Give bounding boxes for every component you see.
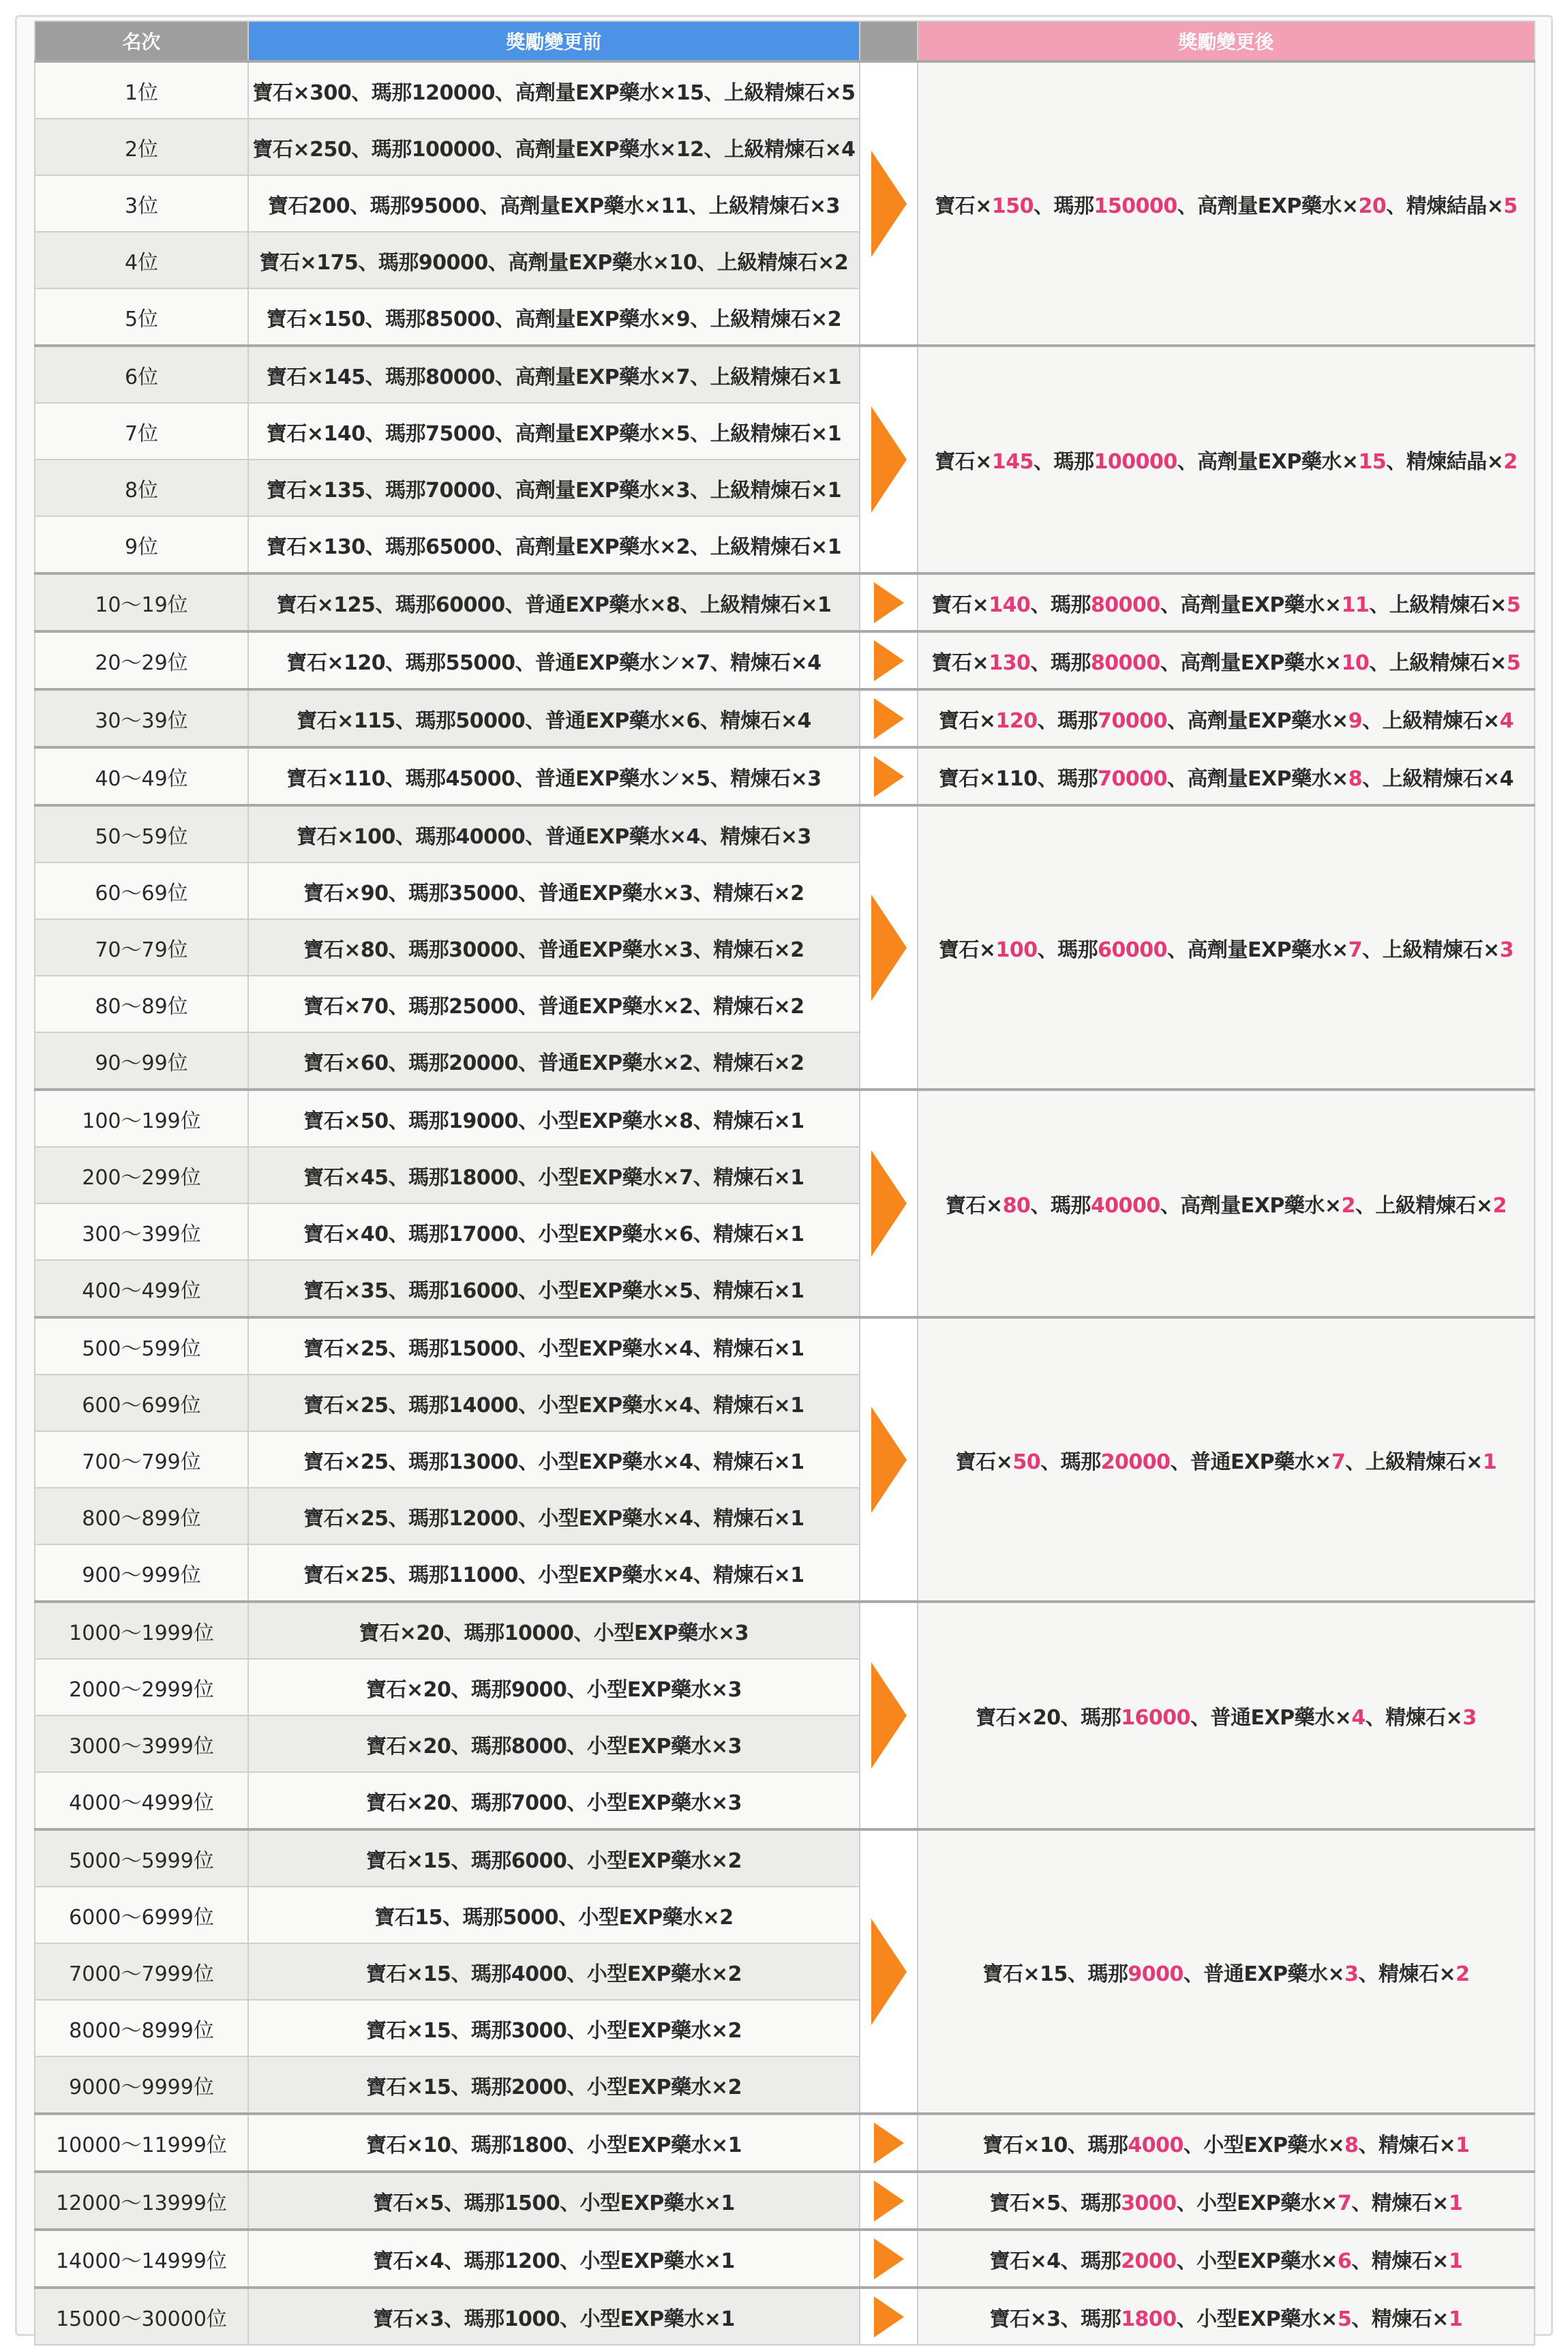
reward-text: 、瑪那 xyxy=(1030,650,1091,675)
reward-before-cell: 寶石×135、瑪那70000、高劑量EXP藥水×3、上級精煉石×1 xyxy=(248,460,860,516)
reward-text: 、上級精煉石× xyxy=(1355,1194,1493,1218)
arrow-right-icon xyxy=(871,406,907,513)
changed-value: 20 xyxy=(1358,194,1387,218)
reward-before-cell: 寶石×25、瑪那12000、小型EXP藥水×4、精煉石×1 xyxy=(248,1488,860,1544)
reward-before-cell: 寶石×20、瑪那10000、小型EXP藥水×3 xyxy=(248,1602,860,1659)
reward-after-cell xyxy=(918,2230,1535,2288)
rank-cell: 8000～8999位 xyxy=(35,2000,248,2056)
reward-before-cell: 寶石×125、瑪那60000、普通EXP藥水×8、上級精煉石×1 xyxy=(248,573,860,631)
changed-value: 60000 xyxy=(1098,938,1167,962)
reward-after-cell xyxy=(918,2172,1535,2230)
changed-value: 1 xyxy=(1448,2307,1463,2331)
arrow-cell xyxy=(860,1090,918,1317)
arrow-cell xyxy=(860,346,918,573)
reward-after-cell xyxy=(918,2288,1535,2345)
arrow-cell xyxy=(860,2172,918,2230)
reward-text: 、精煉石× xyxy=(1358,2133,1456,2157)
rank-cell: 700～799位 xyxy=(35,1431,248,1488)
rank-cell: 500～599位 xyxy=(35,1317,248,1375)
changed-value: 7 xyxy=(1331,1450,1346,1474)
reward-before-cell: 寶石×15、瑪那3000、小型EXP藥水×2 xyxy=(248,2000,860,2056)
arrow-right-icon xyxy=(874,2238,904,2279)
changed-value: 50 xyxy=(1012,1450,1041,1474)
arrow-cell xyxy=(860,747,918,805)
arrow-cell xyxy=(860,689,918,747)
reward-before-cell: 寶石×80、瑪那30000、普通EXP藥水×3、精煉石×2 xyxy=(248,919,860,976)
arrow-right-icon xyxy=(871,1919,907,2025)
table-row xyxy=(35,2230,1535,2288)
reward-before-cell: 寶石×60、瑪那20000、普通EXP藥水×2、精煉石×2 xyxy=(248,1032,860,1090)
changed-value: 8 xyxy=(1344,2133,1359,2157)
reward-text: 、上級精煉石× xyxy=(1362,938,1500,962)
changed-value: 6 xyxy=(1337,2249,1352,2273)
reward-text: 寶石× xyxy=(931,593,989,617)
table-row xyxy=(35,2288,1535,2345)
table-row xyxy=(35,805,1535,863)
reward-text: 、小型EXP藥水× xyxy=(1183,2133,1345,2157)
changed-value: 20000 xyxy=(1100,1450,1171,1474)
table-row xyxy=(35,631,1535,689)
reward-before-cell: 寶石×35、瑪那16000、小型EXP藥水×5、精煉石×1 xyxy=(248,1260,860,1317)
reward-text: 寶石×110、瑪那 xyxy=(938,766,1098,791)
reward-after-cell xyxy=(918,747,1535,805)
changed-value: 9000 xyxy=(1128,1962,1183,1986)
reward-text: 、上級精煉石× xyxy=(1362,708,1500,733)
reward-text: 、上級精煉石× xyxy=(1369,650,1507,675)
reward-text: 、瑪那 xyxy=(1030,593,1091,617)
changed-value: 2000 xyxy=(1121,2249,1177,2273)
rank-cell: 400～499位 xyxy=(35,1260,248,1317)
arrow-cell xyxy=(860,805,918,1090)
changed-value: 4 xyxy=(1499,708,1514,733)
reward-text: 寶石×4、瑪那 xyxy=(989,2249,1121,2273)
changed-value: 80 xyxy=(1002,1194,1031,1218)
reward-text: 寶石× xyxy=(931,650,989,675)
changed-value: 2 xyxy=(1503,450,1518,474)
changed-value: 15 xyxy=(1358,450,1387,474)
table-row xyxy=(35,1602,1535,1659)
reward-text: 、精煉石× xyxy=(1351,2249,1449,2273)
reward-before-cell: 寶石×5、瑪那1500、小型EXP藥水×1 xyxy=(248,2172,860,2230)
arrow-right-icon xyxy=(871,895,907,1001)
reward-text: 、高劑量EXP藥水× xyxy=(1167,938,1348,962)
reward-after-cell xyxy=(918,2114,1535,2172)
reward-after-cell xyxy=(918,689,1535,747)
rank-cell: 200～299位 xyxy=(35,1147,248,1203)
changed-value: 70000 xyxy=(1098,766,1167,791)
rank-cell: 6位 xyxy=(35,346,248,403)
table-row xyxy=(35,689,1535,747)
reward-text: 、瑪那 xyxy=(1040,1450,1101,1474)
rank-cell: 7位 xyxy=(35,403,248,460)
reward-text: 寶石× xyxy=(935,450,992,474)
reward-before-cell: 寶石×15、瑪那2000、小型EXP藥水×2 xyxy=(248,2056,860,2114)
reward-text: 、上級精煉石× xyxy=(1345,1450,1483,1474)
rank-cell: 6000～6999位 xyxy=(35,1887,248,1943)
reward-before-cell: 寶石×130、瑪那65000、高劑量EXP藥水×2、上級精煉石×1 xyxy=(248,516,860,573)
rank-cell: 600～699位 xyxy=(35,1375,248,1431)
reward-before-cell: 寶石×300、瑪那120000、高劑量EXP藥水×15、上級精煉石×5 xyxy=(248,61,860,119)
reward-before-cell: 寶石15、瑪那5000、小型EXP藥水×2 xyxy=(248,1887,860,1943)
changed-value: 3 xyxy=(1499,938,1514,962)
changed-value: 3000 xyxy=(1121,2191,1177,2215)
rank-cell: 70～79位 xyxy=(35,919,248,976)
rank-cell: 80～89位 xyxy=(35,976,248,1032)
reward-before-cell: 寶石×150、瑪那85000、高劑量EXP藥水×9、上級精煉石×2 xyxy=(248,288,860,346)
rank-cell: 1000～1999位 xyxy=(35,1602,248,1659)
rank-cell: 5000～5999位 xyxy=(35,1829,248,1887)
reward-before-cell: 寶石×50、瑪那19000、小型EXP藥水×8、精煉石×1 xyxy=(248,1090,860,1147)
table-row xyxy=(35,573,1535,631)
reward-before-cell: 寶石×70、瑪那25000、普通EXP藥水×2、精煉石×2 xyxy=(248,976,860,1032)
rank-cell: 5位 xyxy=(35,288,248,346)
reward-text: 、精煉石× xyxy=(1351,2307,1449,2331)
reward-text: 、精煉石× xyxy=(1365,1706,1463,1730)
changed-value: 4 xyxy=(1351,1706,1366,1730)
changed-value: 16000 xyxy=(1121,1706,1191,1730)
rank-cell: 800～899位 xyxy=(35,1488,248,1544)
reward-text: 寶石× xyxy=(938,708,996,733)
arrow-right-icon xyxy=(871,151,907,257)
reward-text: 、高劑量EXP藥水× xyxy=(1160,593,1342,617)
reward-after-cell xyxy=(918,1602,1535,1829)
rank-cell: 50～59位 xyxy=(35,805,248,863)
rank-cell: 15000～30000位 xyxy=(35,2288,248,2345)
reward-text: 、高劑量EXP藥水× xyxy=(1167,766,1348,791)
table-row xyxy=(35,2114,1535,2172)
reward-text: 寶石×15、瑪那 xyxy=(982,1962,1128,1986)
arrow-cell xyxy=(860,1317,918,1602)
reward-before-cell: 寶石×15、瑪那4000、小型EXP藥水×2 xyxy=(248,1943,860,2000)
reward-text: 、高劑量EXP藥水× xyxy=(1160,1194,1342,1218)
reward-after-cell xyxy=(918,346,1535,573)
reward-after-cell xyxy=(918,631,1535,689)
changed-value: 11 xyxy=(1341,593,1370,617)
arrow-cell xyxy=(860,573,918,631)
table-row xyxy=(35,2172,1535,2230)
arrow-cell xyxy=(860,1602,918,1829)
rank-cell: 10～19位 xyxy=(35,573,248,631)
rank-cell: 300～399位 xyxy=(35,1203,248,1260)
reward-text: 、高劑量EXP藥水× xyxy=(1177,194,1359,218)
reward-text: 寶石×3、瑪那 xyxy=(989,2307,1121,2331)
reward-before-cell: 寶石×25、瑪那14000、小型EXP藥水×4、精煉石×1 xyxy=(248,1375,860,1431)
rank-cell: 10000～11999位 xyxy=(35,2114,248,2172)
reward-before-cell: 寶石×15、瑪那6000、小型EXP藥水×2 xyxy=(248,1829,860,1887)
changed-value: 2 xyxy=(1456,1962,1470,1986)
changed-value: 3 xyxy=(1462,1706,1477,1730)
reward-text: 、高劑量EXP藥水× xyxy=(1167,708,1348,733)
arrow-right-icon xyxy=(874,756,904,797)
rank-cell: 60～69位 xyxy=(35,863,248,919)
reward-text: 寶石× xyxy=(938,938,996,962)
reward-after-cell xyxy=(918,805,1535,1090)
rank-cell: 900～999位 xyxy=(35,1544,248,1602)
rank-cell: 4位 xyxy=(35,232,248,288)
arrow-cell xyxy=(860,61,918,346)
rank-cell: 20～29位 xyxy=(35,631,248,689)
changed-value: 2 xyxy=(1341,1194,1355,1218)
reward-before-cell: 寶石×100、瑪那40000、普通EXP藥水×4、精煉石×3 xyxy=(248,805,860,863)
changed-value: 5 xyxy=(1337,2307,1352,2331)
header-after: 獎勵變更後 xyxy=(918,21,1535,61)
arrow-cell xyxy=(860,1829,918,2114)
changed-value: 2 xyxy=(1492,1194,1507,1218)
table-row xyxy=(35,1317,1535,1375)
changed-value: 8 xyxy=(1348,766,1363,791)
changed-value: 40000 xyxy=(1090,1194,1160,1218)
arrow-cell xyxy=(860,631,918,689)
changed-value: 10 xyxy=(1341,650,1370,675)
changed-value: 4000 xyxy=(1128,2133,1183,2157)
reward-after-cell xyxy=(918,573,1535,631)
changed-value: 130 xyxy=(989,650,1031,675)
reward-before-cell: 寶石200、瑪那95000、高劑量EXP藥水×11、上級精煉石×3 xyxy=(248,175,860,232)
reward-before-cell: 寶石×20、瑪那8000、小型EXP藥水×3 xyxy=(248,1716,860,1772)
reward-text: 、高劑量EXP藥水× xyxy=(1177,450,1359,474)
reward-text: 寶石× xyxy=(946,1194,1003,1218)
changed-value: 100000 xyxy=(1094,450,1177,474)
changed-value: 7 xyxy=(1337,2191,1352,2215)
changed-value: 150000 xyxy=(1094,194,1177,218)
reward-text: 、小型EXP藥水× xyxy=(1176,2249,1338,2273)
reward-after-cell xyxy=(918,1829,1535,2114)
header-before: 獎勵變更前 xyxy=(248,21,860,61)
reward-text: 、普通EXP藥水× xyxy=(1190,1706,1352,1730)
reward-text: 寶石×5、瑪那 xyxy=(989,2191,1121,2215)
reward-after-cell xyxy=(918,1317,1535,1602)
reward-before-cell: 寶石×25、瑪那15000、小型EXP藥水×4、精煉石×1 xyxy=(248,1317,860,1375)
header-arrow-column xyxy=(860,21,918,61)
changed-value: 9 xyxy=(1348,708,1363,733)
reward-before-cell: 寶石×90、瑪那35000、普通EXP藥水×3、精煉石×2 xyxy=(248,863,860,919)
reward-text: 、上級精煉石× xyxy=(1369,593,1507,617)
reward-text: 、精煉結晶× xyxy=(1386,450,1504,474)
changed-value: 1800 xyxy=(1121,2307,1177,2331)
rank-cell: 7000～7999位 xyxy=(35,1943,248,2000)
reward-before-cell: 寶石×20、瑪那7000、小型EXP藥水×3 xyxy=(248,1772,860,1829)
arrow-cell xyxy=(860,2288,918,2345)
changed-value: 1 xyxy=(1448,2249,1463,2273)
reward-text: 、小型EXP藥水× xyxy=(1176,2307,1338,2331)
reward-before-cell: 寶石×120、瑪那55000、普通EXP藥水ン×7、精煉石×4 xyxy=(248,631,860,689)
rank-cell: 2位 xyxy=(35,119,248,175)
reward-before-cell: 寶石×145、瑪那80000、高劑量EXP藥水×7、上級精煉石×1 xyxy=(248,346,860,403)
reward-after-cell xyxy=(918,1090,1535,1317)
table-row xyxy=(35,1829,1535,1887)
rank-cell: 9000～9999位 xyxy=(35,2056,248,2114)
changed-value: 3 xyxy=(1344,1962,1359,1986)
arrow-right-icon xyxy=(871,1150,907,1257)
reward-before-cell: 寶石×175、瑪那90000、高劑量EXP藥水×10、上級精煉石×2 xyxy=(248,232,860,288)
reward-before-cell: 寶石×115、瑪那50000、普通EXP藥水×6、精煉石×4 xyxy=(248,689,860,747)
table-row xyxy=(35,61,1535,119)
rank-cell: 14000～14999位 xyxy=(35,2230,248,2288)
reward-table xyxy=(34,20,1535,2346)
reward-text: 、普通EXP藥水× xyxy=(1183,1962,1345,1986)
reward-text: 、瑪那 xyxy=(1034,194,1094,218)
arrow-right-icon xyxy=(874,640,904,681)
reward-after-cell xyxy=(918,61,1535,346)
changed-value: 120 xyxy=(995,708,1038,733)
arrow-right-icon xyxy=(874,582,904,623)
reward-before-cell: 寶石×110、瑪那45000、普通EXP藥水ン×5、精煉石×3 xyxy=(248,747,860,805)
reward-text: 寶石× xyxy=(955,1450,1013,1474)
reward-before-cell: 寶石×25、瑪那11000、小型EXP藥水×4、精煉石×1 xyxy=(248,1544,860,1602)
changed-value: 5 xyxy=(1503,194,1518,218)
rank-cell: 3000～3999位 xyxy=(35,1716,248,1772)
rank-cell: 30～39位 xyxy=(35,689,248,747)
arrow-right-icon xyxy=(874,2123,904,2163)
header-row xyxy=(35,21,1535,61)
arrow-right-icon xyxy=(874,2181,904,2221)
reward-text: 、精煉結晶× xyxy=(1386,194,1504,218)
reward-text: 、精煉石× xyxy=(1358,1962,1456,1986)
rank-cell: 1位 xyxy=(35,61,248,119)
rank-cell: 12000～13999位 xyxy=(35,2172,248,2230)
rank-cell: 3位 xyxy=(35,175,248,232)
changed-value: 80000 xyxy=(1090,593,1160,617)
reward-text: 、瑪那 xyxy=(1030,1194,1091,1218)
reward-text: 、瑪那 xyxy=(1034,450,1094,474)
changed-value: 100 xyxy=(995,938,1038,962)
arrow-right-icon xyxy=(874,2296,904,2337)
arrow-right-icon xyxy=(871,1407,907,1513)
changed-value: 80000 xyxy=(1090,650,1160,675)
rank-cell: 4000～4999位 xyxy=(35,1772,248,1829)
reward-before-cell: 寶石×40、瑪那17000、小型EXP藥水×6、精煉石×1 xyxy=(248,1203,860,1260)
reward-text: 寶石×20、瑪那 xyxy=(976,1706,1121,1730)
reward-text: 、普通EXP藥水× xyxy=(1170,1450,1331,1474)
reward-text: 、精煉石× xyxy=(1351,2191,1449,2215)
reward-text: 、上級精煉石×4 xyxy=(1362,766,1514,791)
reward-before-cell: 寶石×140、瑪那75000、高劑量EXP藥水×5、上級精煉石×1 xyxy=(248,403,860,460)
arrow-right-icon xyxy=(874,698,904,739)
changed-value: 7 xyxy=(1348,938,1363,962)
changed-value: 5 xyxy=(1506,650,1521,675)
table-body xyxy=(35,61,1535,2345)
rank-cell: 8位 xyxy=(35,460,248,516)
rank-cell: 90～99位 xyxy=(35,1032,248,1090)
reward-before-cell: 寶石×4、瑪那1200、小型EXP藥水×1 xyxy=(248,2230,860,2288)
rank-cell: 100～199位 xyxy=(35,1090,248,1147)
changed-value: 70000 xyxy=(1098,708,1167,733)
changed-value: 1 xyxy=(1448,2191,1463,2215)
changed-value: 5 xyxy=(1506,593,1521,617)
changed-value: 1 xyxy=(1456,2133,1470,2157)
arrow-cell xyxy=(860,2230,918,2288)
rank-cell: 40～49位 xyxy=(35,747,248,805)
table-row xyxy=(35,1090,1535,1147)
arrow-right-icon xyxy=(871,1662,907,1769)
reward-text: 寶石× xyxy=(935,194,992,218)
reward-text: 寶石×10、瑪那 xyxy=(982,2133,1128,2157)
reward-before-cell: 寶石×3、瑪那1000、小型EXP藥水×1 xyxy=(248,2288,860,2345)
header-rank: 名次 xyxy=(35,21,248,61)
table-row xyxy=(35,747,1535,805)
reward-before-cell: 寶石×25、瑪那13000、小型EXP藥水×4、精煉石×1 xyxy=(248,1431,860,1488)
arrow-cell xyxy=(860,2114,918,2172)
reward-before-cell: 寶石×10、瑪那1800、小型EXP藥水×1 xyxy=(248,2114,860,2172)
changed-value: 145 xyxy=(991,450,1034,474)
reward-text: 、小型EXP藥水× xyxy=(1176,2191,1338,2215)
changed-value: 150 xyxy=(991,194,1034,218)
rank-cell: 9位 xyxy=(35,516,248,573)
reward-before-cell: 寶石×250、瑪那100000、高劑量EXP藥水×12、上級精煉石×4 xyxy=(248,119,860,175)
rank-cell: 2000～2999位 xyxy=(35,1659,248,1716)
reward-text: 、高劑量EXP藥水× xyxy=(1160,650,1342,675)
table-row xyxy=(35,346,1535,403)
reward-text: 、瑪那 xyxy=(1037,938,1098,962)
changed-value: 1 xyxy=(1482,1450,1497,1474)
reward-text: 、瑪那 xyxy=(1037,708,1098,733)
changed-value: 140 xyxy=(989,593,1031,617)
reward-before-cell: 寶石×45、瑪那18000、小型EXP藥水×7、精煉石×1 xyxy=(248,1147,860,1203)
reward-before-cell: 寶石×20、瑪那9000、小型EXP藥水×3 xyxy=(248,1659,860,1716)
